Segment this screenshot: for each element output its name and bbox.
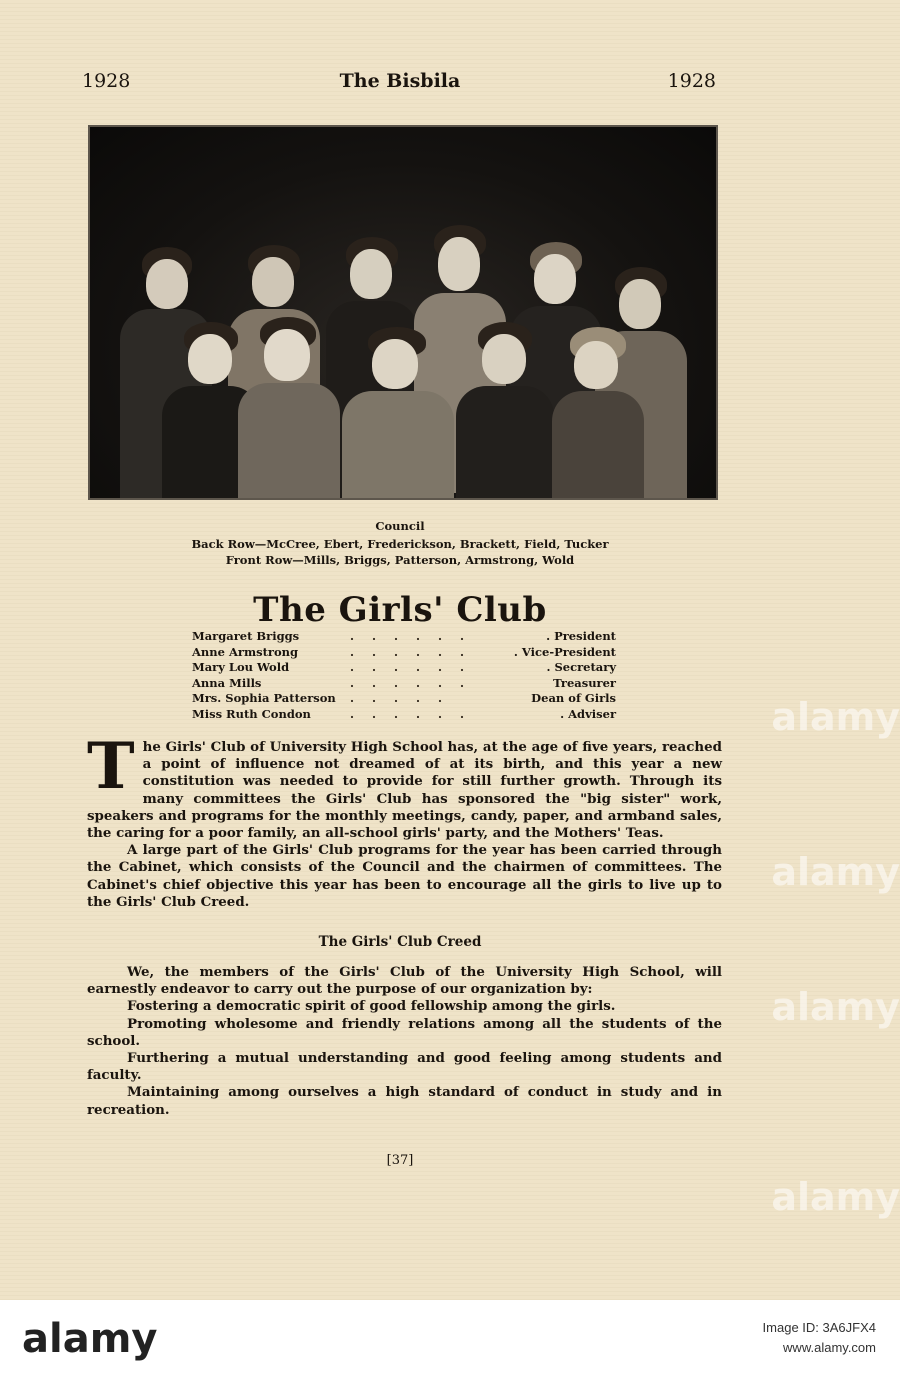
watermark-mark: alamy — [771, 695, 900, 739]
creed-item: Furthering a mutual understanding and good feeling among students and faculty. — [87, 1050, 722, 1084]
image-id-text: Image ID: 3A6JFX4 — [762, 1320, 876, 1335]
creed-item: Promoting wholesome and friendly relations among all the students of the school. — [87, 1015, 722, 1049]
dropcap-letter: T — [87, 729, 135, 804]
officer-role: Treasurer — [553, 675, 616, 690]
leader-dots: ..... — [350, 691, 461, 706]
header-title: The Bisbila — [339, 70, 461, 92]
alamy-logo: alamy — [22, 1316, 158, 1362]
officer-row — [192, 676, 616, 692]
photo-caption-front-row: Front Row—Mills, Briggs, Patterson, Armstrong, Wold — [225, 553, 575, 567]
watermark-mark: alamy — [771, 985, 900, 1029]
officer-name: Miss Ruth Condon — [192, 706, 311, 721]
officer-role: Dean of Girls — [531, 691, 616, 706]
person-figure — [456, 322, 552, 500]
officer-name: Mrs. Sophia Patterson — [192, 691, 336, 706]
person-figure — [238, 317, 338, 500]
stock-url: www.alamy.com — [783, 1340, 876, 1355]
officer-name: Margaret Briggs — [192, 629, 300, 643]
intro-paragraph-1 — [87, 729, 722, 842]
person-figure — [342, 327, 452, 500]
watermark-mark: alamy — [771, 850, 900, 894]
creed-text — [87, 964, 722, 1119]
creed-item: Maintaining among ourselves a high standard of conduct in study and in recreation. — [87, 1084, 722, 1118]
intro-paragraph-1-text: he Girls' Club of University High School has, at the age of five years, reached a point of influence not dreamed of at its birth, and this year a new constitution was needed to provide for still further growth. Through its many committees the Girls' Club has sponsored the "big sister" work, speakers and programs for the monthly meetings, candy, paper, and armband sales, the caring for a poor family, an all-school girls' party, and the Mothers' Teas. — [87, 739, 722, 842]
stock-info — [763, 1318, 876, 1358]
creed-lead: We, the members of the Girls' Club of the University High School, will earnestly endeavor to carry out the purpose of our organization by: — [87, 964, 722, 998]
intro-text — [87, 729, 722, 911]
officer-row — [192, 645, 616, 661]
photo-caption-back-row: Back Row—McCree, Ebert, Frederickson, Brackett, Field, Tucker — [191, 537, 609, 551]
officer-row — [192, 629, 616, 645]
leader-dots: ...... — [350, 644, 483, 659]
section-title: The Girls' Club — [253, 590, 547, 630]
officer-name: Anna Mills — [192, 675, 262, 690]
officer-row — [192, 691, 616, 707]
officer-row — [192, 707, 616, 723]
page-number: [37] — [386, 1153, 414, 1168]
leader-dots: ...... — [350, 675, 483, 690]
creed-title: The Girls' Club Creed — [318, 934, 482, 950]
officer-name: Anne Armstrong — [192, 644, 299, 659]
officer-name: Mary Lou Wold — [192, 660, 290, 675]
officer-role: . Secretary — [546, 660, 616, 675]
leader-dots: ...... — [350, 706, 483, 721]
leader-dots: ...... — [350, 629, 483, 643]
intro-paragraph-2: A large part of the Girls' Club programs for the year has been carried through the Cabinet, which consists of the Council and the chairmen of committees. The Cabinet's chief objective this year has been to encourage all the girls to live up to the Girls' Club Creed. — [87, 842, 722, 910]
officer-role: . President — [546, 629, 616, 643]
photo-caption-heading: Council — [375, 519, 425, 533]
leader-dots: ...... — [350, 660, 483, 675]
council-group-photo — [88, 125, 718, 500]
header-year-right: 1928 — [667, 70, 716, 92]
header-year-left: 1928 — [82, 70, 131, 92]
creed-item: Fostering a democratic spirit of good fellowship among the girls. — [127, 998, 616, 1015]
officer-role: . Adviser — [560, 706, 616, 721]
officers-list — [192, 629, 616, 723]
officer-row — [192, 660, 616, 676]
watermark-mark: alamy — [771, 1175, 900, 1219]
officer-role: . Vice-President — [513, 644, 616, 659]
person-figure — [552, 327, 642, 500]
